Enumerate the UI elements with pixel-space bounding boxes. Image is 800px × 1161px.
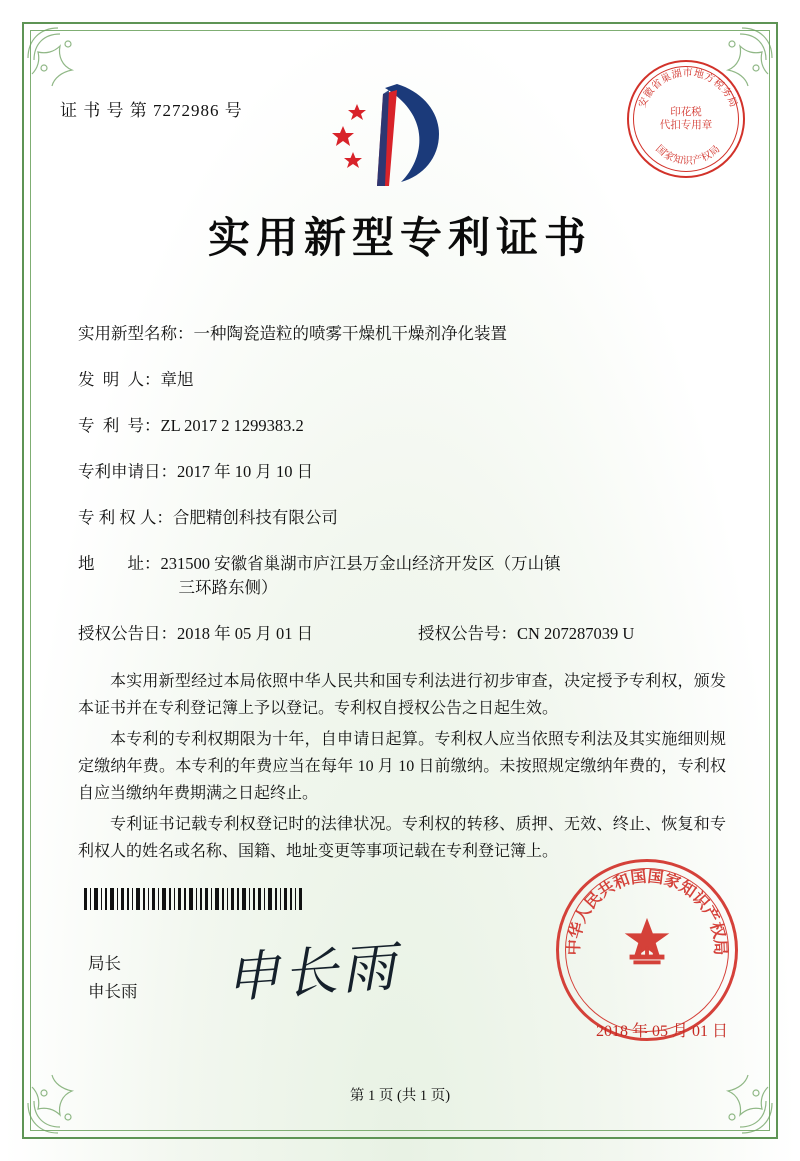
page-footer: 第 1 页 (共 1 页) — [349, 1088, 451, 1104]
tax-seal-stamp — [627, 60, 745, 178]
address-line-2: 三环路东侧） — [178, 578, 278, 597]
field-label: 专利申请日： — [78, 462, 177, 481]
legal-text-block — [78, 668, 726, 869]
field-row-utility-model-name — [78, 322, 728, 346]
certificate-fields — [78, 322, 728, 664]
corner-ornament-icon — [24, 1073, 88, 1137]
cnipa-logo-icon — [327, 78, 457, 193]
field-row-patent-number — [78, 414, 728, 438]
page-title: 实用新型专利证书 — [207, 216, 592, 262]
field-value: ZL 2017 2 1299383.2 — [160, 416, 304, 435]
field-label: 地 址： — [78, 554, 161, 573]
field-row-application-date — [78, 460, 728, 484]
field-value: 一种陶瓷造粒的喷雾干燥机干燥剂净化装置 — [193, 324, 507, 343]
corner-ornament-icon — [712, 1073, 776, 1137]
field-row-address — [78, 552, 728, 600]
field-row-inventor — [78, 368, 728, 392]
svg-text:安徽省巢湖市地方税务局: 安徽省巢湖市地方税务局 — [637, 68, 739, 110]
field-value: 2017 年 10 月 10 日 — [177, 462, 314, 481]
grant-number-group — [418, 622, 728, 646]
legal-paragraph-3: 专利证书记载专利权登记时的法律状况。专利权的转移、质押、无效、终止、恢复和专利权人的姓名或名称、国籍、地址变更等事项记载在专利登记簿上。 — [78, 816, 726, 860]
field-row-patentee — [78, 506, 728, 530]
director-role-label: 局长 — [88, 954, 121, 973]
field-label: 专 利 权 人： — [78, 508, 173, 527]
field-label: 实用新型名称： — [78, 324, 194, 343]
field-value: 章旭 — [160, 370, 194, 389]
grant-date-value: 2018 年 05 月 01 日 — [177, 624, 314, 643]
grant-number-value: CN 207287039 U — [517, 624, 635, 643]
grant-date-group — [78, 622, 418, 646]
svg-text:中华人民共和国国家知识产权局: 中华人民共和国国家知识产权局 — [565, 868, 729, 956]
corner-ornament-icon — [24, 24, 88, 88]
svg-text:国家知识产权局: 国家知识产权局 — [653, 143, 723, 167]
director-name-label: 申长雨 — [88, 982, 138, 1001]
tax-seal-center-text: 印花税 代扣专用章 — [659, 107, 713, 131]
grant-info-row — [78, 622, 728, 646]
field-value: 合肥精创科技有限公司 — [172, 508, 338, 527]
certificate-number: 证 书 号 第 7272986 号 — [60, 101, 243, 120]
address-line-1: 231500 安徽省巢湖市庐江县万金山经济开发区（万山镇 — [160, 554, 561, 573]
national-seal-stamp — [556, 859, 738, 1041]
grant-number-label: 授权公告号： — [418, 624, 517, 643]
signature-block — [88, 950, 138, 1006]
handwritten-signature: 申长雨 — [223, 936, 402, 1009]
field-label: 专 利 号： — [78, 416, 161, 435]
national-emblem-icon — [616, 912, 678, 974]
legal-paragraph-2: 本专利的专利权期限为十年，自申请日起算。专利权人应当依照专利法及其实施细则规定缴纳年费。本专利的年费应当在每年 10 月 10 日前缴纳。未按照规定缴纳年费的，专利权自应当缴纳年费期满之日起终止。 — [78, 731, 726, 802]
field-label: 发 明 人： — [78, 370, 161, 389]
barcode — [84, 888, 306, 910]
seal-date-text: 2018 年 05 月 01 日 — [595, 1023, 728, 1040]
grant-date-label: 授权公告日： — [78, 624, 177, 643]
legal-paragraph-1: 本实用新型经过本局依照中华人民共和国专利法进行初步审查，决定授予专利权，颁发本证书并在专利登记簿上予以登记。专利权自授权公告之日起生效。 — [78, 673, 726, 717]
field-value-address — [161, 552, 729, 600]
